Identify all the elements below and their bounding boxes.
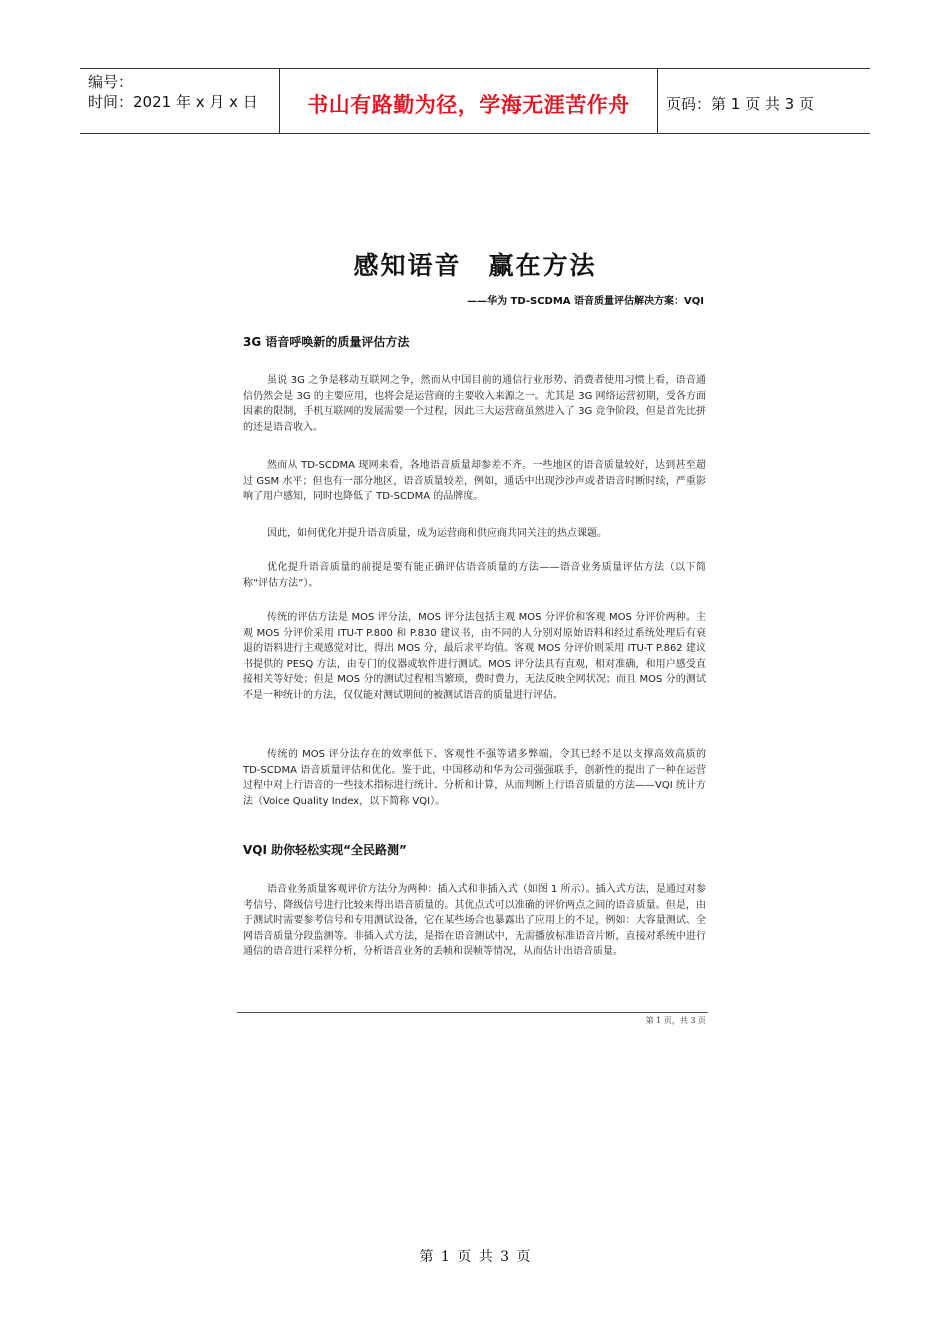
inner-page-number: 第 1 页，共 3 页 <box>645 1016 706 1025</box>
header-page-info <box>658 69 870 133</box>
article-subtitle: ——华为 TD-SCDMA 语音质量评估解决方案：VQI <box>467 296 704 307</box>
page-info-text: 页码：第 1 页 共 3 页 <box>666 95 814 113</box>
paragraph: 因此，如何优化并提升语音质量，成为运营商和供应商共同关注的热点课题。 <box>267 528 607 539</box>
paragraph: 然而从 TD-SCDMA 现网来看，各地语音质量却参差不齐。一些地区的语音质量较好，达到甚至超过 GSM 水平；但也有一部分地区，语音质量较差，例如，通话中出现沙沙声或者语音时断时续，严重影响了用户感知，同时也降低了 TD-SCDMA 的品牌度。 <box>243 460 706 502</box>
paragraph: 传统的 MOS 评分法存在的效率低下、客观性不强等诸多弊端，令其已经不足以支撑高效高质的 TD-SCDMA 语音质量评估和优化。鉴于此，中国移动和华为公司强强联手，创新性的提出了一种在运营过程中对上行语音的一些技术指标进行统计、分析和计算，从而判断上行语音质量的方法——VQI 统计方法（Voice Quality Index，以下简称 VQI）。 <box>243 749 706 807</box>
paragraph: 虽说 3G 之争是移动互联网之争，然而从中国目前的通信行业形势、消费者使用习惯上看，语音通信仍然会是 3G 的主要应用，也将会是运营商的主要收入来源之一。尤其是 3G 网络运营初期，受各方面因素的限制，手机互联网的发展需要一个过程，因此三大运营商虽然进入了 3G 竞争阶段，但是首先比拼的还是语音收入。 <box>243 375 706 433</box>
serial-number-label: 编号： <box>88 73 134 91</box>
section-heading-2: VQI 助你轻松实现“全民路测” <box>243 843 407 857</box>
paragraph: 优化提升语音质量的前提是要有能正确评估语音质量的方法——语音业务质量评估方法（以下简称“评估方法”）。 <box>243 562 706 589</box>
section-heading-1: 3G 语音呼唤新的质量评估方法 <box>243 335 410 349</box>
motto-text: 书山有路勤为径，学海无涯苦作舟 <box>307 93 630 117</box>
article-title: 感知语音 赢在方法 <box>353 251 597 280</box>
page-number-footer: 第 1 页 共 3 页 <box>419 1249 531 1265</box>
date-label: 时间：2021 年 x 月 x 日 <box>88 93 258 111</box>
paragraph: 语音业务质量客观评价方法分为两种：插入式和非插入式（如图 1 所示）。插入式方法，是通过对参考信号、降级信号进行比较来得出语音质量的。其优点式可以准确的评价两点之间的语音质量。但是，由于测试时需要参考信号和专用测试设备，它在某些场合也暴露出了应用上的不足，例如：大容量测试、全网语音质量分段监测等。非插入式方法，是指在语音测试中，无需播放标准语音片断，直接对系统中进行通信的语音进行采样分析，分析语音业务的丢帧和误帧等情况，从而估计出语音质量。 <box>243 884 706 957</box>
paragraph: 传统的评估方法是 MOS 评分法，MOS 评分法包括主观 MOS 分评价和客观 MOS 分评价两种。主观 MOS 分评价采用 ITU-T P.800 和 P.830 建议书，由不同的人分别对原始语料和经过系统处理后有衰退的语料进行主观感觉对比，得出 MOS 分，最后求平均值。客观 MOS 分评价则采用 ITU-T P.862 建议书提供的 PESQ 方法，由专门的仪器或软件进行测试。MOS 评分法具有直观，相对准确，和用户感受直接相关等好处；但是 MOS 分的测试过程相当繁琐，费时费力，无法反映全网状况；而且 MOS 分的测试不是一种统计的方法，仅仅能对测试期间的被测试语音的质量进行评估。 <box>243 612 706 701</box>
document-header <box>80 68 870 134</box>
header-meta <box>80 69 280 133</box>
footer-divider <box>237 1012 708 1013</box>
header-motto-cell <box>280 69 658 133</box>
